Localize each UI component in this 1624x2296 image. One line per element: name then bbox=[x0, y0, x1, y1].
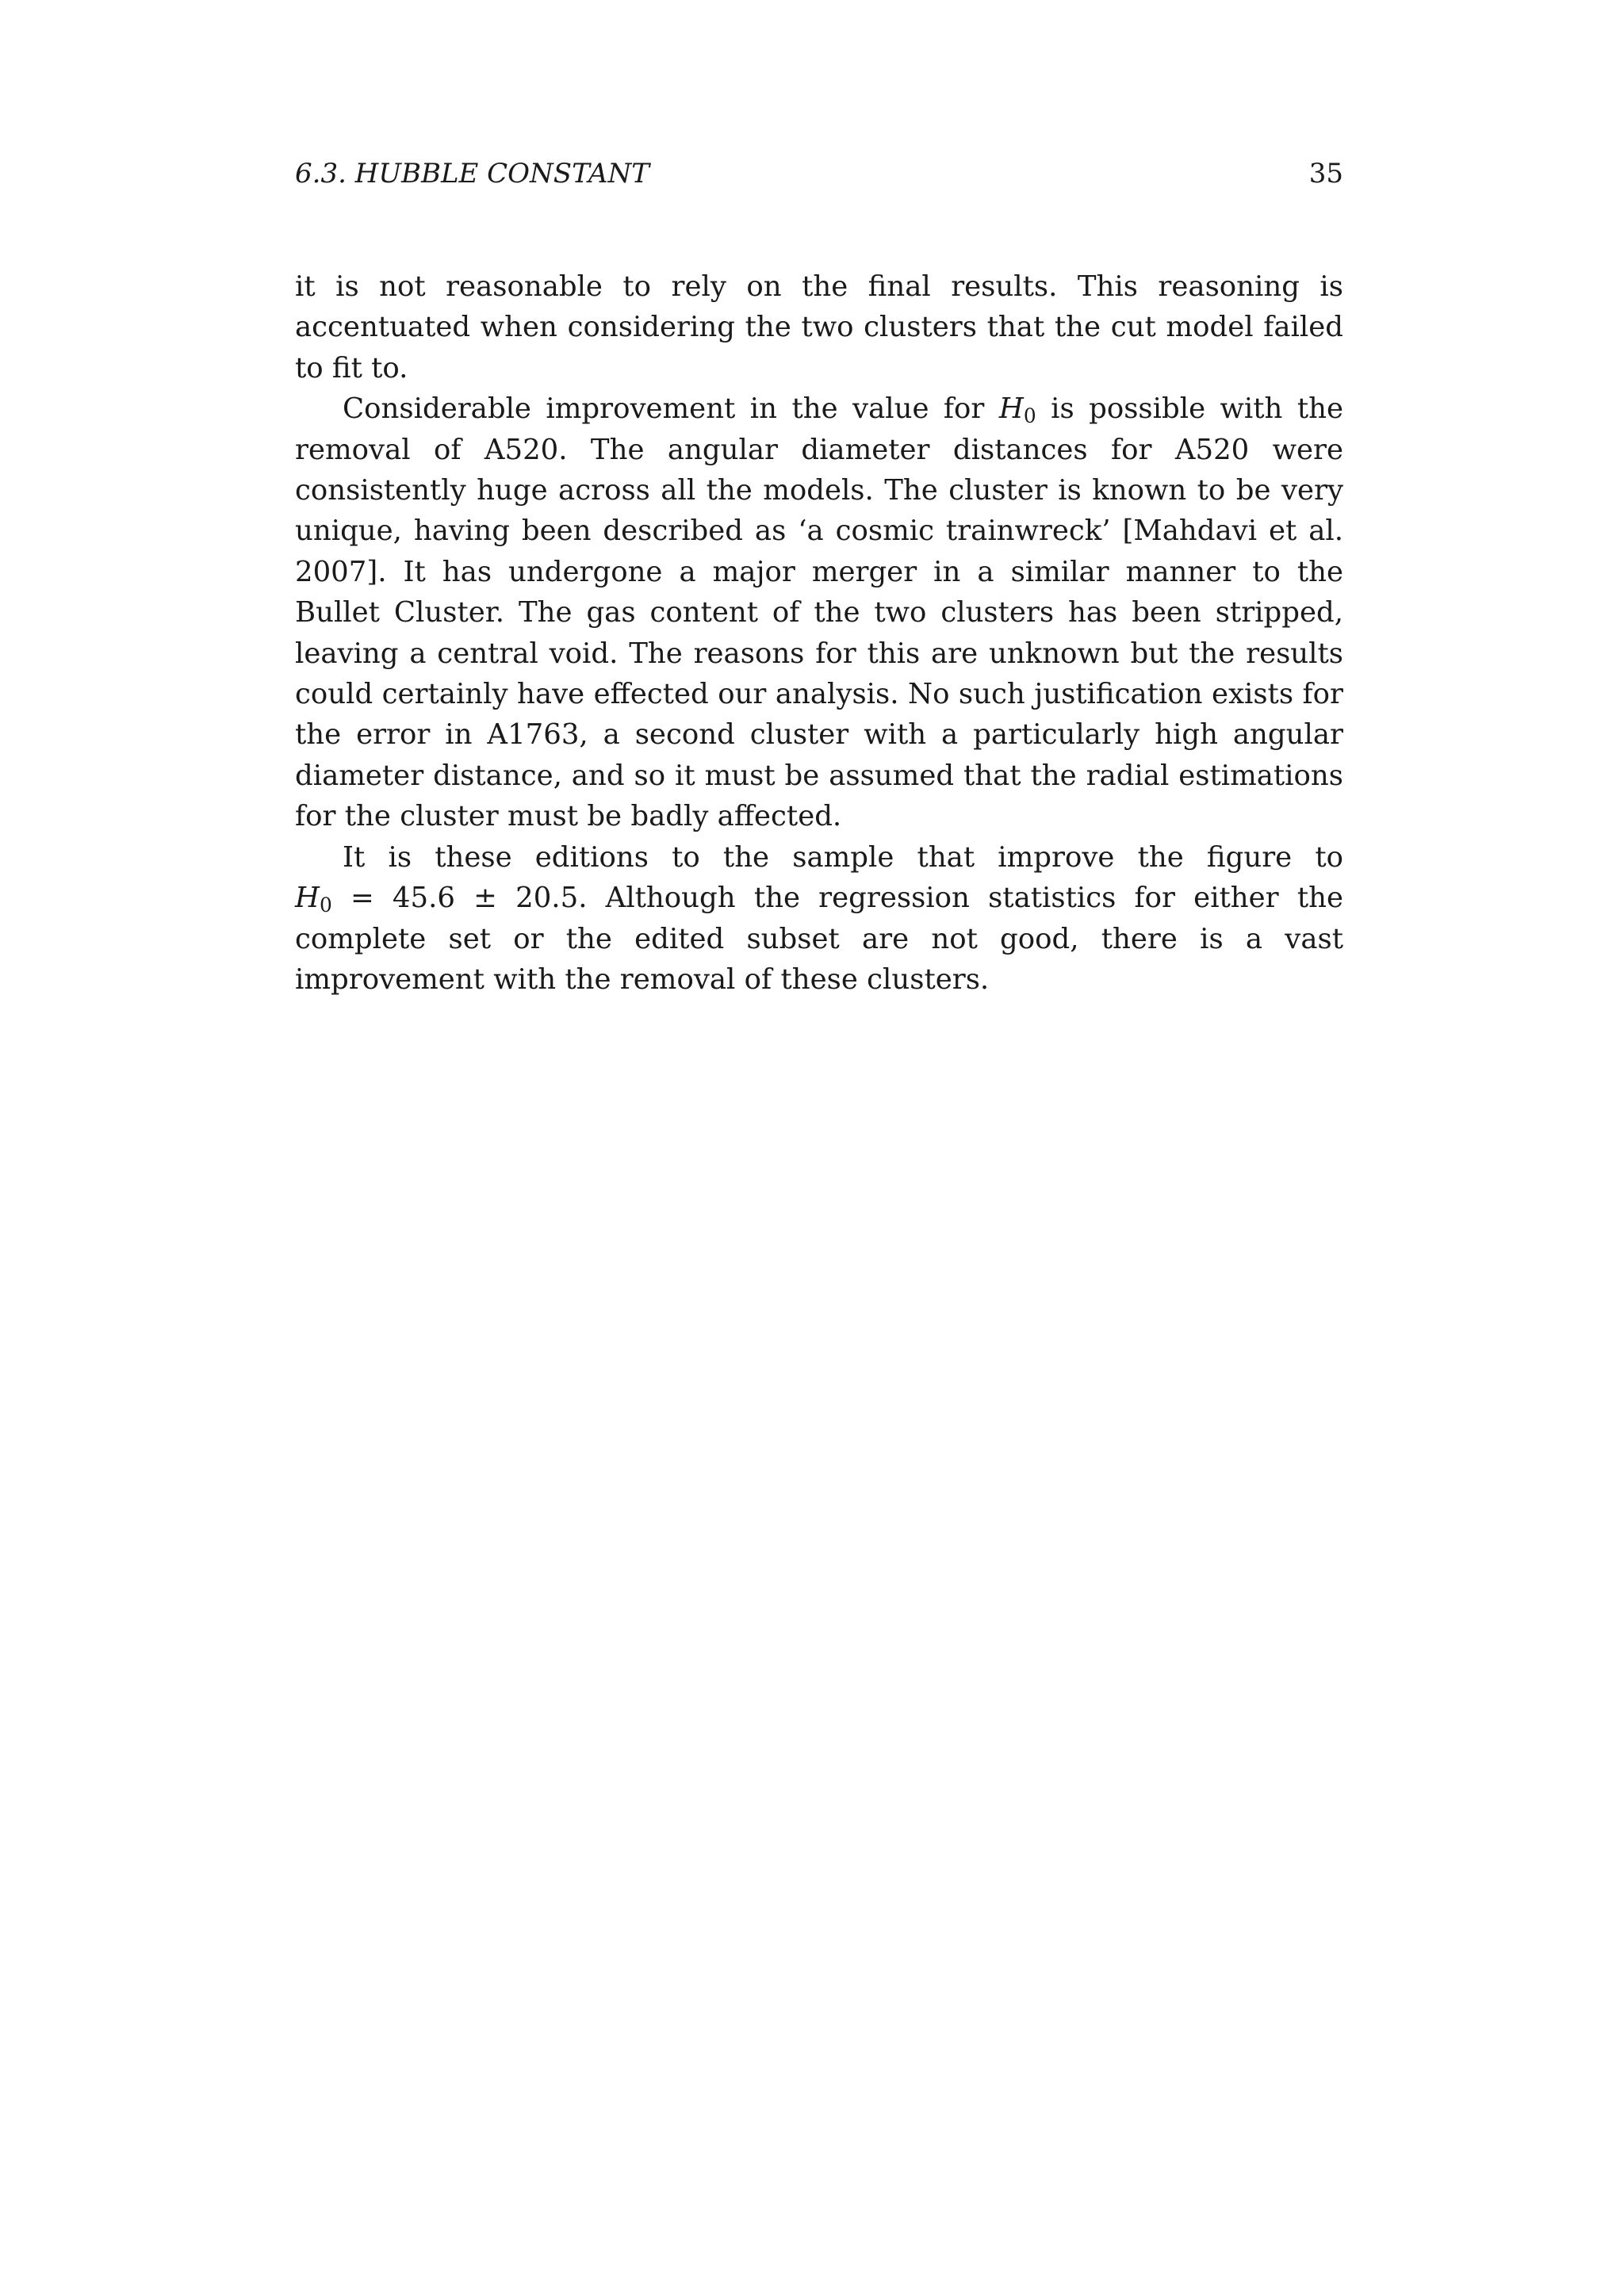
running-header bbox=[295, 155, 1343, 192]
body-text bbox=[295, 266, 1343, 1000]
paragraph-2-rest: is possible with the removal of A520. The angular diameter distances for A520 were consistently huge across all the models. The cluster is known to be very unique, having been described as ‘a cosmic trainwreck’ [Mahdavi et al. 2007]. It has undergone a major merger in a similar manner to the Bullet Cluster. The gas content of the two clusters has been stripped, leaving a central void. The reasons for this are unknown but the results could certainly have effected our analysis. No such justification exists for the error in A1763, a second cluster with a particularly high angular diameter distance, and so it must be assumed that the radial estimations for the cluster must be badly affected. bbox=[295, 392, 1343, 833]
paragraph-2-lead: Considerable improvement in the value for bbox=[343, 392, 999, 426]
paragraph-2 bbox=[295, 388, 1343, 836]
paragraph-3 bbox=[295, 837, 1343, 1001]
paragraph-3-lead: It is these editions to the sample that improve the figure to bbox=[343, 840, 1343, 874]
math-symbol: H bbox=[295, 882, 320, 915]
math-value: = 45.6 ± 20.5 bbox=[331, 882, 579, 915]
math-subscript: 0 bbox=[1023, 404, 1036, 428]
paragraph-1 bbox=[295, 266, 1343, 388]
math-subscript: 0 bbox=[319, 894, 332, 917]
hubble-constant-symbol bbox=[998, 392, 1036, 428]
math-symbol: H bbox=[998, 392, 1024, 426]
hubble-constant-equation bbox=[295, 882, 579, 917]
section-running-title: 6.3. HUBBLE CONSTANT bbox=[295, 158, 649, 189]
page-number: 35 bbox=[1308, 158, 1343, 189]
paragraph-3-rest: . Although the regression statistics for either the complete set or the edited subset are not good, there is a vast improvement with the removal of these clusters. bbox=[295, 882, 1343, 996]
paragraph-1-text: it is not reasonable to rely on the final results. This reasoning is accentuated when considering the two clusters that the cut model failed to fit to. bbox=[295, 270, 1343, 385]
